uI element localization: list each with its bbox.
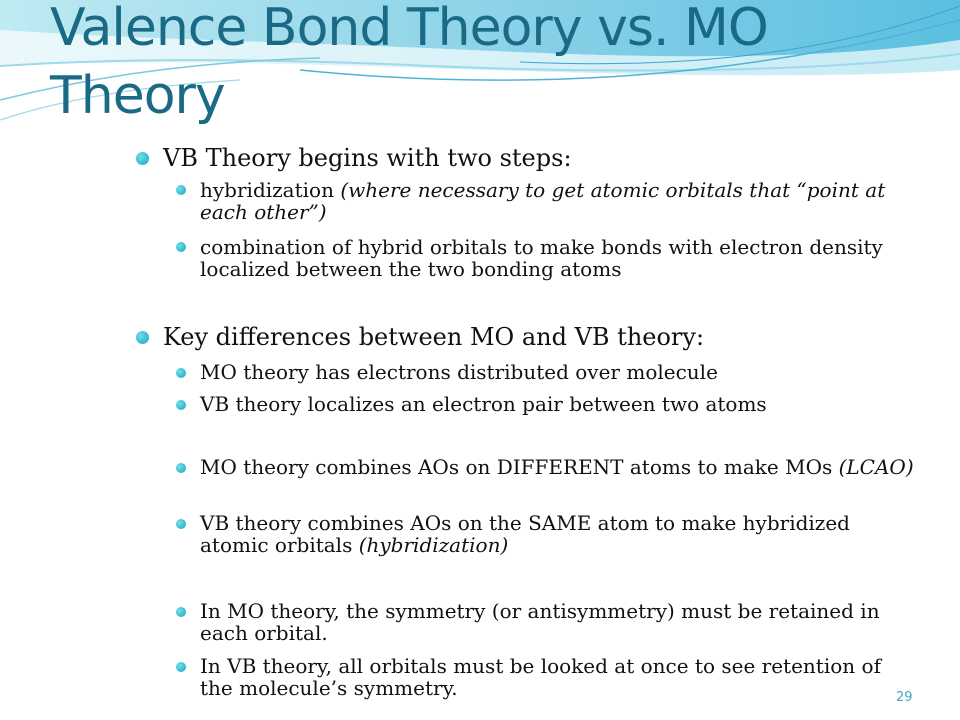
bullet-mo-combines-text: MO theory combines AOs on DIFFERENT atoms to make MOs bbox=[200, 455, 839, 479]
bullet-mo-combines bbox=[200, 456, 930, 478]
bullet-lcao-note: (LCAO) bbox=[838, 455, 914, 479]
bullet-dot-icon bbox=[176, 368, 186, 378]
page-number: 29 bbox=[896, 690, 913, 705]
bullet-hybridization-note: (where necessary to get atomic orbitals that “point at each other”) bbox=[200, 178, 886, 224]
bullet-dot-icon bbox=[176, 400, 186, 410]
bullet-dot-icon bbox=[176, 242, 186, 252]
bullet-vb-localizes: VB theory localizes an electron pair between two atoms bbox=[200, 392, 767, 416]
bullet-hybridization-paren: (hybridization) bbox=[358, 533, 509, 557]
bullet-key-differences: Key differences between MO and VB theory: bbox=[163, 323, 705, 351]
bullet-mo-symmetry: In MO theory, the symmetry (or antisymmetry) must be retained in each orbital. bbox=[200, 599, 880, 645]
bullet-combination: combination of hybrid orbitals to make bonds with electron density localized between the two bonding atoms bbox=[200, 235, 883, 281]
bullet-hybridization-text: hybridization bbox=[200, 178, 341, 202]
bullet-dot-icon bbox=[176, 607, 186, 617]
bullet-dot-icon bbox=[136, 331, 149, 344]
bullet-vb-combines-text: VB theory combines AOs on the SAME atom to make hybridized atomic orbitals bbox=[200, 511, 850, 557]
bullet-dot-icon bbox=[176, 519, 186, 529]
bullet-dot-icon bbox=[176, 662, 186, 672]
bullet-vb-combines bbox=[200, 512, 900, 556]
bullet-vb-symmetry: In VB theory, all orbitals must be looked at once to see retention of the molecule’s symmetry. bbox=[200, 654, 881, 700]
bullet-dot-icon bbox=[136, 152, 149, 165]
bullet-vb-steps: VB Theory begins with two steps: bbox=[163, 144, 572, 172]
bullet-dot-icon bbox=[176, 185, 186, 195]
bullet-mo-distributed: MO theory has electrons distributed over molecule bbox=[200, 360, 718, 384]
bullet-dot-icon bbox=[176, 463, 186, 473]
bullet-hybridization bbox=[200, 179, 930, 223]
slide-title: Valence Bond Theory vs. MO Theory bbox=[50, 0, 768, 126]
